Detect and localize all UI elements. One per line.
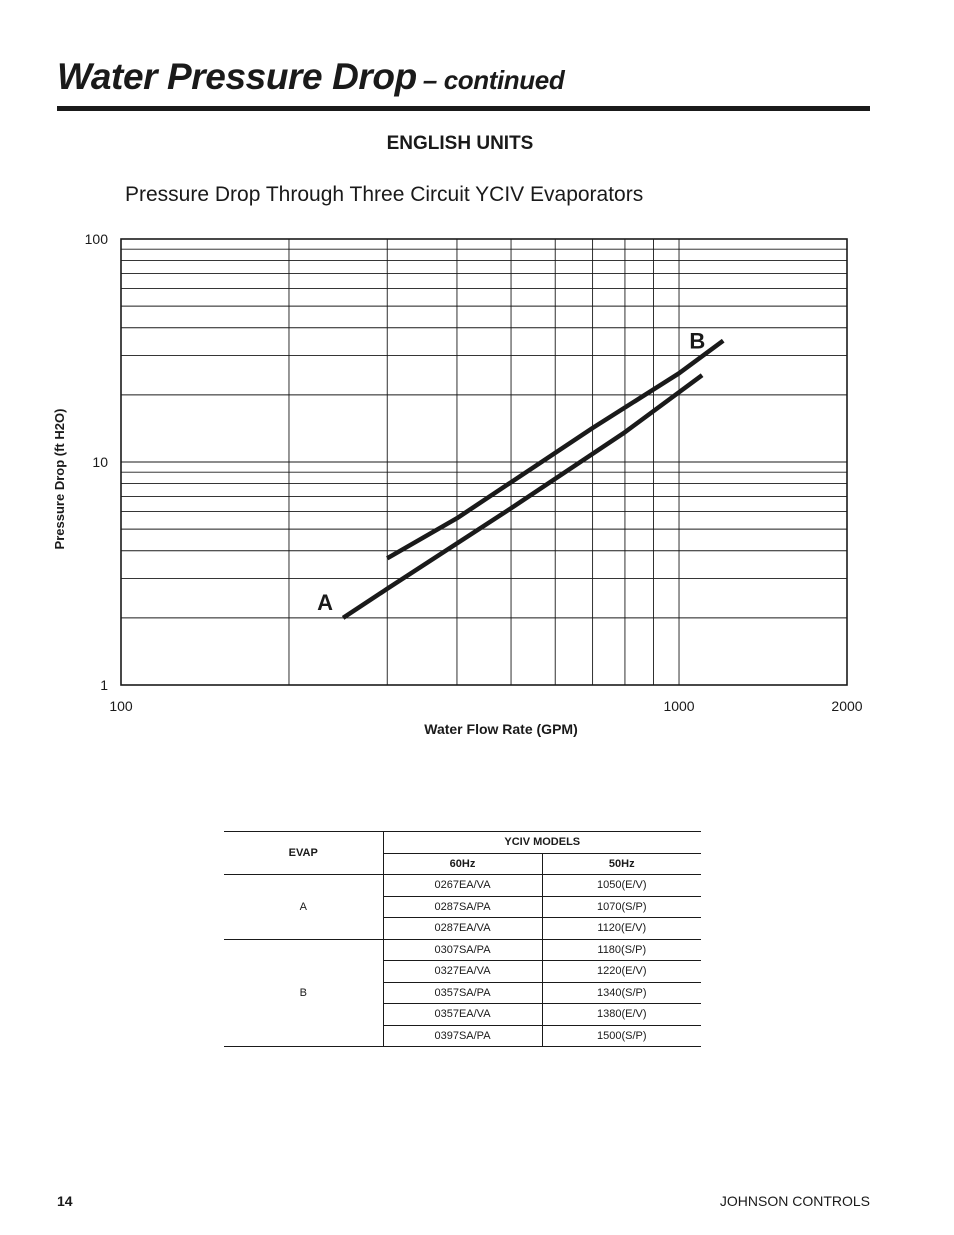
models-table <box>224 831 701 1047</box>
y-axis-label: Pressure Drop (ft H2O) <box>52 408 67 550</box>
y-tick-label: 1 <box>100 677 108 693</box>
model-60hz-cell: 0307SA/PA <box>383 939 542 961</box>
page-title: Water Pressure Drop – continued <box>57 56 565 97</box>
model-50hz-cell: 1220(E/V) <box>542 961 701 983</box>
series-label-a: A <box>317 589 334 615</box>
model-60hz-cell: 0267EA/VA <box>383 875 542 897</box>
model-60hz-cell: 0397SA/PA <box>383 1025 542 1047</box>
data-series <box>317 329 723 618</box>
y-tick-label: 100 <box>84 231 108 247</box>
table-row <box>224 939 701 961</box>
page-title-suffix: – continued <box>422 65 565 95</box>
x-axis-label: Water Flow Rate (GPM) <box>424 721 578 737</box>
model-60hz-cell: 0287SA/PA <box>383 896 542 918</box>
header-60hz: 60Hz <box>383 853 542 875</box>
model-60hz-cell: 0287EA/VA <box>383 918 542 940</box>
model-50hz-cell: 1050(E/V) <box>542 875 701 897</box>
header-50hz: 50Hz <box>542 853 701 875</box>
page-number: 14 <box>57 1193 73 1209</box>
model-50hz-cell: 1120(E/V) <box>542 918 701 940</box>
model-50hz-cell: 1340(S/P) <box>542 982 701 1004</box>
evap-cell: B <box>224 939 383 1047</box>
header-models: YCIV MODELS <box>383 832 701 854</box>
header-evap: EVAP <box>224 832 383 875</box>
model-60hz-cell: 0327EA/VA <box>383 961 542 983</box>
model-50hz-cell: 1180(S/P) <box>542 939 701 961</box>
model-60hz-cell: 0357EA/VA <box>383 1004 542 1026</box>
series-label-b: B <box>689 328 706 354</box>
evap-cell: A <box>224 875 383 940</box>
x-tick-label: 1000 <box>663 698 695 714</box>
x-tick-label: 100 <box>109 698 133 714</box>
chart-grid <box>121 239 847 685</box>
model-50hz-cell: 1070(S/P) <box>542 896 701 918</box>
table-row <box>224 875 701 897</box>
section-heading: ENGLISH UNITS <box>386 133 534 154</box>
footer-brand: JOHNSON CONTROLS <box>719 1193 870 1209</box>
model-50hz-cell: 1500(S/P) <box>542 1025 701 1047</box>
y-tick-label: 10 <box>92 454 108 470</box>
model-50hz-cell: 1380(E/V) <box>542 1004 701 1026</box>
model-60hz-cell: 0357SA/PA <box>383 982 542 1004</box>
x-tick-label: 2000 <box>831 698 863 714</box>
chart-title: Pressure Drop Through Three Circuit YCIV Evaporators <box>125 183 644 206</box>
